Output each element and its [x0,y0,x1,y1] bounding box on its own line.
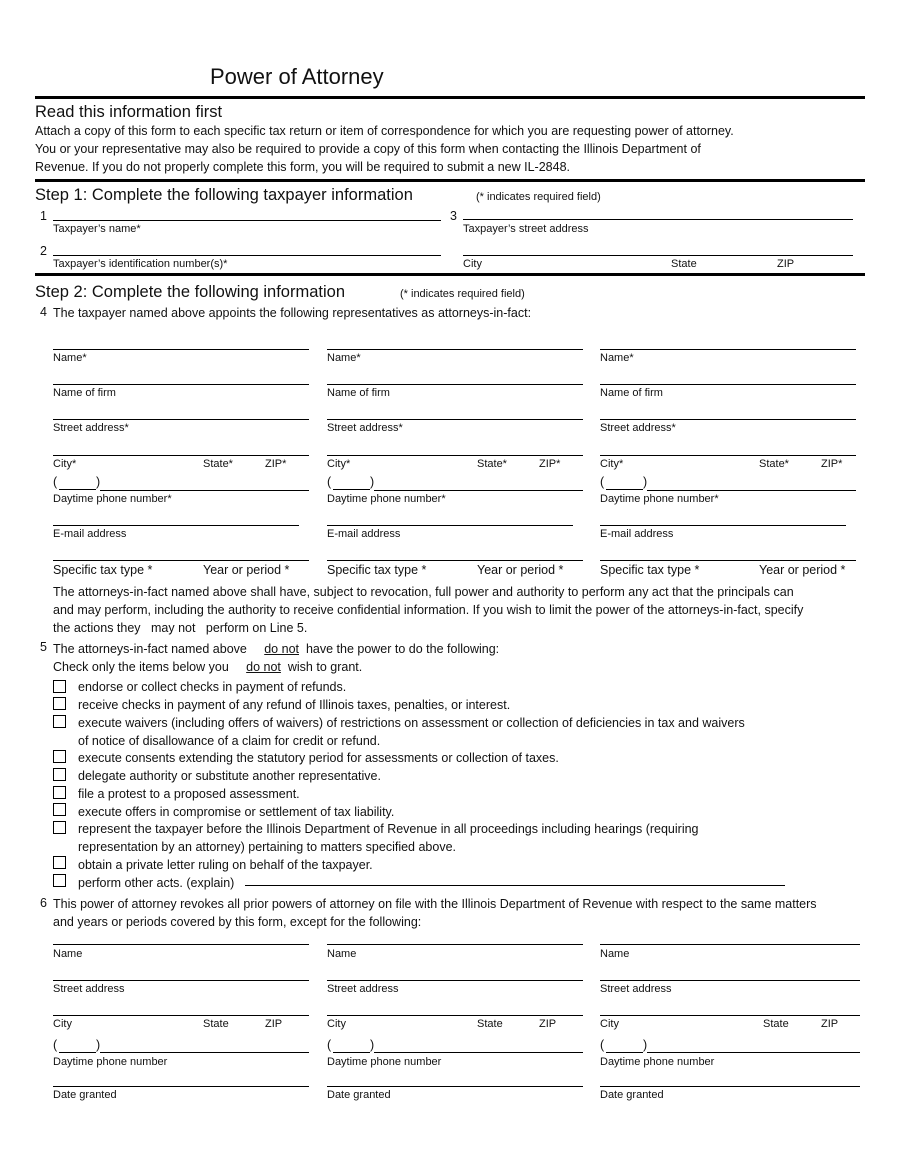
step2-required-note: (* indicates required field) [400,288,525,300]
page-title: Power of Attorney [210,64,384,89]
rep2-phone-label: Daytime phone number* [327,493,446,505]
line-number-1: 1 [40,209,47,223]
checkbox-label: execute consents extending the statutory period for assessments or collection of taxes. [78,751,559,765]
state-label: State [671,258,697,270]
checkbox-receive-checks[interactable] [53,697,66,710]
rep3-phone-area-close: ) [643,475,648,489]
prior3-name-label: Name [600,948,630,960]
step1-heading: Step 1: Complete the following taxpayer information [35,186,413,204]
prior3-state-label: State [763,1018,789,1030]
powers-line: The attorneys-in-fact named above shall have, subject to revocation, full power and authority to perform any act that the principals can [53,585,794,599]
powers-line: and may perform, including the authority to receive confidential information. If you wish to limit the power of the attorneys-in-fact, specify [53,603,804,617]
powers-text: perform on Line 5. [205,621,308,635]
rep1-city-field[interactable] [53,455,309,456]
prior3-city-field[interactable] [600,1015,860,1016]
rep2-phone-field[interactable] [374,490,583,491]
checkbox-endorse-checks[interactable] [53,680,66,693]
divider [35,273,865,276]
prior2-phone-label: Daytime phone number [327,1056,442,1068]
prior1-state-label: State [203,1018,229,1030]
divider [35,96,865,99]
rep2-year-label: Year or period * [477,563,564,577]
prior1-street-field[interactable] [53,980,309,981]
prior2-date-field[interactable] [327,1086,583,1087]
rep2-name-field[interactable] [327,349,583,350]
rep3-phone-area-open: ( [600,475,605,489]
prior1-name-field[interactable] [53,944,309,945]
rep2-tax-type-label: Specific tax type * [327,563,427,577]
line5-do-not: do not [246,660,281,674]
rep2-street-label: Street address* [327,422,403,434]
rep2-email-label: E-mail address [327,528,401,540]
rep3-area-code-field[interactable] [606,489,643,490]
rep1-phone-field[interactable] [100,490,309,491]
powers-paragraph [53,583,803,637]
rep1-street-field[interactable] [53,419,309,420]
rep1-street-label: Street address* [53,422,129,434]
prior1-street-label: Street address [53,983,125,995]
rep2-area-code-field[interactable] [333,489,370,490]
taxpayer-id-field[interactable] [53,255,441,256]
checkbox-label: represent the taxpayer before the Illinois Department of Revenue in all proceedings including hearings (requiring [78,822,699,836]
rep3-phone-field[interactable] [647,490,856,491]
rep1-phone-label: Daytime phone number* [53,493,172,505]
zip-label: ZIP [777,258,795,270]
other-acts-explain-field[interactable] [245,885,785,886]
rep3-city-field[interactable] [600,455,856,456]
prior3-phone-area-open: ( [600,1038,605,1052]
rep2-firm-field[interactable] [327,384,583,385]
line5-check-instruction [53,658,362,676]
taxpayer-name-field[interactable] [53,220,441,221]
prior2-phone-area-open: ( [327,1038,332,1052]
prior2-name-field[interactable] [327,944,583,945]
rep2-phone-area-open: ( [327,475,332,489]
city-label: City [463,258,482,270]
prior1-name-label: Name [53,948,83,960]
checkbox-label: perform other acts. (explain) [78,876,235,890]
rep3-firm-label: Name of firm [600,387,663,399]
divider [35,179,865,182]
rep3-name-field[interactable] [600,349,856,350]
prior3-street-label: Street address [600,983,672,995]
prior3-city-label: City [600,1018,619,1030]
rep2-phone-area-close: ) [370,475,375,489]
taxpayer-name-label: Taxpayer’s name* [53,223,141,235]
rep1-state-label: State* [203,458,233,470]
checkbox-file-protest[interactable] [53,786,66,799]
rep2-street-field[interactable] [327,419,583,420]
street-address-label: Taxpayer’s street address [463,223,589,235]
prior3-phone-area-close: ) [643,1038,648,1052]
checkbox-represent-taxpayer[interactable] [53,821,66,834]
rep1-name-field[interactable] [53,349,309,350]
prior1-date-field[interactable] [53,1086,309,1087]
rep1-year-label: Year or period * [203,563,290,577]
rep1-email-field[interactable] [53,525,299,526]
rep3-street-label: Street address* [600,422,676,434]
prior3-phone-field[interactable] [647,1052,860,1053]
prior1-city-field[interactable] [53,1015,309,1016]
line5-do-not: do not [264,642,299,656]
line6-text [53,895,817,931]
prior1-area-code-field[interactable] [59,1052,96,1053]
rep3-email-label: E-mail address [600,528,674,540]
prior1-date-label: Date granted [53,1089,117,1101]
rep3-street-field[interactable] [600,419,856,420]
prior3-zip-label: ZIP [821,1018,839,1030]
checkbox-letter-ruling[interactable] [53,856,66,869]
checkbox-label-continued: representation by an attorney) pertaining to matters specified above. [78,840,456,854]
prior1-phone-label: Daytime phone number [53,1056,168,1068]
rep1-firm-field[interactable] [53,384,309,385]
prior2-area-code-field[interactable] [333,1052,370,1053]
prior2-zip-label: ZIP [539,1018,557,1030]
line5-heading [53,640,499,658]
intro-line: Revenue. If you do not properly complete this form, you will be required to submit a new IL-2848. [35,160,571,174]
rep2-city-label: City* [327,458,351,470]
prior2-street-field[interactable] [327,980,583,981]
line-number-6: 6 [40,896,47,910]
checkbox-execute-consents[interactable] [53,750,66,763]
line4-text: The taxpayer named above appoints the following representatives as attorneys-in-fact: [53,306,532,320]
rep3-tax-type-label: Specific tax type * [600,563,700,577]
prior3-date-field[interactable] [600,1086,860,1087]
prior3-street-field[interactable] [600,980,860,981]
rep1-phone-area-open: ( [53,475,58,489]
rep3-state-label: State* [759,458,789,470]
prior1-phone-area-open: ( [53,1038,58,1052]
line-number-5: 5 [40,640,47,654]
line-number-3: 3 [450,209,457,223]
prior3-area-code-field[interactable] [606,1052,643,1053]
line5-text: have the power to do the following: [305,642,500,656]
rep1-firm-label: Name of firm [53,387,116,399]
rep1-city-label: City* [53,458,77,470]
city-state-zip-field[interactable] [463,255,853,256]
rep2-city-field[interactable] [327,455,583,456]
step2-heading: Step 2: Complete the following information [35,283,346,301]
powers-text: the actions they [53,621,141,635]
checkbox-delegate-authority[interactable] [53,768,66,781]
checkbox-label: obtain a private letter ruling on behalf of the taxpayer. [78,858,373,872]
step1-required-note: (* indicates required field) [476,191,601,203]
prior2-phone-area-close: ) [370,1038,375,1052]
prior3-phone-label: Daytime phone number [600,1056,715,1068]
prior2-state-label: State [477,1018,503,1030]
checkbox-label: file a protest to a proposed assessment. [78,787,300,801]
rep1-phone-area-close: ) [96,475,101,489]
rep1-name-label: Name* [53,352,87,364]
street-address-field[interactable] [463,219,853,220]
rep1-tax-type-label: Specific tax type * [53,563,153,577]
prior1-phone-area-close: ) [96,1038,101,1052]
rep3-year-label: Year or period * [759,563,846,577]
intro-line: Attach a copy of this form to each specific tax return or item of correspondence for which you are requesting power of attorney. [35,124,734,138]
rep1-area-code-field[interactable] [59,489,96,490]
rep3-firm-field[interactable] [600,384,856,385]
powers-line-last [53,619,803,637]
rep1-email-label: E-mail address [53,528,127,540]
rep2-email-field[interactable] [327,525,573,526]
checkbox-execute-waivers[interactable] [53,715,66,728]
prior2-city-label: City [327,1018,346,1030]
rep2-state-label: State* [477,458,507,470]
prior3-date-label: Date granted [600,1089,664,1101]
rep1-zip-label: ZIP* [265,458,287,470]
prior1-city-label: City [53,1018,72,1030]
powers-emphasis: may not [150,621,196,635]
prior2-date-label: Date granted [327,1089,391,1101]
prior2-name-label: Name [327,948,357,960]
rep3-email-field[interactable] [600,525,846,526]
intro-line: You or your representative may also be required to provide a copy of this form when contacting the Illinois Department of [35,142,701,156]
checkbox-label: execute waivers (including offers of waivers) of restrictions on assessment or collection of deficiencies in tax and waivers [78,716,745,730]
checkbox-label: endorse or collect checks in payment of refunds. [78,680,347,694]
intro-text [35,122,734,176]
prior2-phone-field[interactable] [374,1052,583,1053]
line-number-2: 2 [40,244,47,258]
checkbox-label: delegate authority or substitute another representative. [78,769,381,783]
line5-text: Check only the items below you [53,660,229,674]
line5-text: The attorneys-in-fact named above [53,642,247,656]
line-number-4: 4 [40,305,47,319]
intro-heading: Read this information first [35,103,223,121]
rep2-firm-label: Name of firm [327,387,390,399]
checkbox-label: execute offers in compromise or settlement of tax liability. [78,805,395,819]
rep2-zip-label: ZIP* [539,458,561,470]
rep3-phone-label: Daytime phone number* [600,493,719,505]
rep2-name-label: Name* [327,352,361,364]
checkbox-label-continued: of notice of disallowance of a claim for credit or refund. [78,734,381,748]
rep3-city-label: City* [600,458,624,470]
rep3-zip-label: ZIP* [821,458,843,470]
rep3-name-label: Name* [600,352,634,364]
prior1-zip-label: ZIP [265,1018,283,1030]
checkbox-offers-compromise[interactable] [53,803,66,816]
line6-line: This power of attorney revokes all prior powers of attorney on file with the Illinois Department of Revenue with respect to the same matters [53,897,817,911]
taxpayer-id-label: Taxpayer’s identification number(s)* [53,258,228,270]
checkbox-other-acts[interactable] [53,874,66,887]
line5-text: wish to grant. [287,660,363,674]
prior2-city-field[interactable] [327,1015,583,1016]
line6-line: and years or periods covered by this form, except for the following: [53,915,422,929]
prior3-name-field[interactable] [600,944,860,945]
prior1-phone-field[interactable] [100,1052,309,1053]
prior2-street-label: Street address [327,983,399,995]
checkbox-label: receive checks in payment of any refund of Illinois taxes, penalties, or interest. [78,698,511,712]
